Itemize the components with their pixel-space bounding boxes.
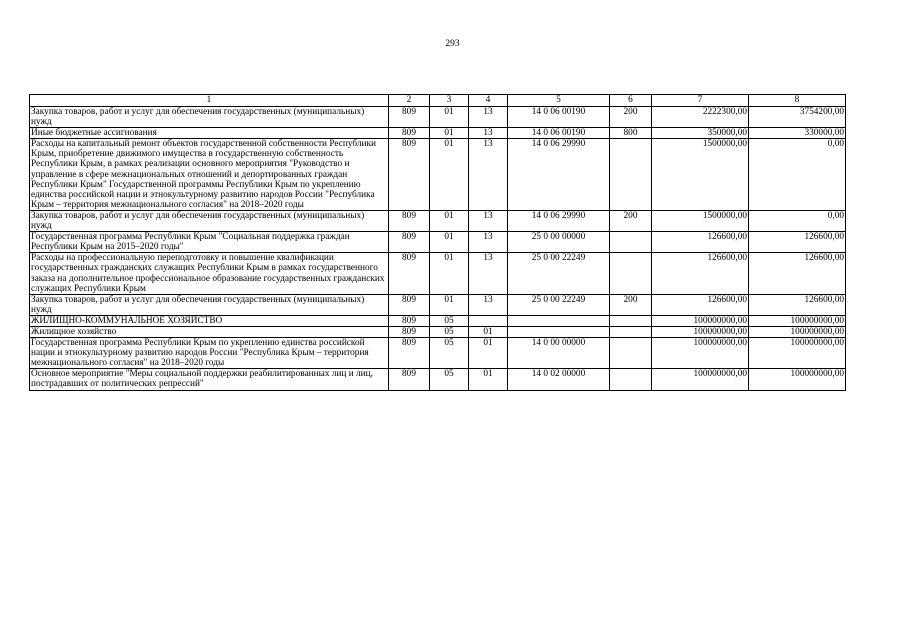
ministry-code: 809: [389, 315, 430, 326]
row-description: ЖИЛИЩНО-КОММУНАЛЬНОЕ ХОЗЯЙСТВО: [30, 315, 389, 326]
section-code: 01: [430, 253, 469, 294]
row-description: Расходы на капитальный ремонт объектов государственной собственности Республики Крым, приобретение движимого имущества в государственную собственность Республики Крым, в рамках реализации основного мероприятия "Руководство и управление в сфере межнациональных отношений и депортированных граждан Республики Крым" Государственной программы Республики Крым по укреплению единства российской нации и этнокультурному развитию народов России "Республика Крым – территория межнационального согласия" на 2018–2020 годы: [30, 139, 389, 211]
target-article-code: 14 0 02 00000: [508, 369, 610, 390]
section-code: 01: [430, 128, 469, 139]
amount-col7: 1500000,00: [652, 210, 749, 231]
expense-type-code: [610, 232, 652, 253]
expense-type-code: [610, 253, 652, 294]
amount-col8: 0,00: [749, 210, 846, 231]
table-row: [30, 369, 846, 390]
amount-col7: 100000000,00: [652, 315, 749, 326]
table-row: [30, 210, 846, 231]
column-header: 5: [508, 95, 610, 107]
table-row: [30, 139, 846, 211]
ministry-code: 809: [389, 326, 430, 337]
amount-col8: 100000000,00: [749, 369, 846, 390]
expense-type-code: [610, 315, 652, 326]
target-article-code: [508, 326, 610, 337]
table-row: [30, 253, 846, 294]
ministry-code: 809: [389, 107, 430, 128]
amount-col7: 100000000,00: [652, 369, 749, 390]
amount-col7: 126600,00: [652, 232, 749, 253]
amount-col7: 350000,00: [652, 128, 749, 139]
subsection-code: 13: [469, 107, 508, 128]
ministry-code: 809: [389, 232, 430, 253]
table-row: [30, 294, 846, 315]
section-code: 05: [430, 369, 469, 390]
subsection-code: 01: [469, 369, 508, 390]
target-article-code: 14 0 06 29990: [508, 139, 610, 211]
expense-type-code: 200: [610, 210, 652, 231]
column-header: 4: [469, 95, 508, 107]
column-header: 6: [610, 95, 652, 107]
target-article-code: 14 0 06 00190: [508, 128, 610, 139]
section-code: 01: [430, 139, 469, 211]
amount-col8: 330000,00: [749, 128, 846, 139]
row-description: Расходы на профессиональную переподготовку и повышение квалификации государственных гражданских служащих Республики Крым в рамках государственного заказа на дополнительное профессиональное образование государственных гражданских служащих Республики Крым: [30, 253, 389, 294]
expense-type-code: [610, 369, 652, 390]
expense-type-code: [610, 139, 652, 211]
expense-type-code: [610, 338, 652, 369]
ministry-code: 809: [389, 128, 430, 139]
subsection-code: 13: [469, 253, 508, 294]
subsection-code: 13: [469, 232, 508, 253]
column-header: 2: [389, 95, 430, 107]
column-header: 1: [30, 95, 389, 107]
amount-col8: 0,00: [749, 139, 846, 211]
column-header: 8: [749, 95, 846, 107]
subsection-code: 13: [469, 128, 508, 139]
subsection-code: 01: [469, 338, 508, 369]
amount-col8: 126600,00: [749, 253, 846, 294]
column-header: 7: [652, 95, 749, 107]
section-code: 01: [430, 107, 469, 128]
amount-col7: 100000000,00: [652, 326, 749, 337]
header-row: [30, 95, 846, 107]
table-row: [30, 315, 846, 326]
target-article-code: 25 0 00 00000: [508, 232, 610, 253]
row-description: Иные бюджетные ассигнования: [30, 128, 389, 139]
row-description: Основное мероприятие "Меры социальной поддержки реабилитированных лиц и лиц, пострадавших от политических репрессий": [30, 369, 389, 390]
ministry-code: 809: [389, 253, 430, 294]
section-code: 01: [430, 232, 469, 253]
subsection-code: 13: [469, 210, 508, 231]
expense-type-code: 800: [610, 128, 652, 139]
subsection-code: 13: [469, 139, 508, 211]
table-row: [30, 128, 846, 139]
target-article-code: 14 0 06 29990: [508, 210, 610, 231]
amount-col8: 126600,00: [749, 232, 846, 253]
expense-type-code: 200: [610, 107, 652, 128]
amount-col7: 100000000,00: [652, 338, 749, 369]
target-article-code: 14 0 00 00000: [508, 338, 610, 369]
expense-type-code: 200: [610, 294, 652, 315]
amount-col8: 3754200,00: [749, 107, 846, 128]
amount-col8: 100000000,00: [749, 315, 846, 326]
row-description: Закупка товаров, работ и услуг для обеспечения государственных (муниципальных) нужд: [30, 107, 389, 128]
section-code: 05: [430, 315, 469, 326]
expense-type-code: [610, 326, 652, 337]
row-description: Жилищное хозяйство: [30, 326, 389, 337]
ministry-code: 809: [389, 210, 430, 231]
ministry-code: 809: [389, 369, 430, 390]
target-article-code: [508, 315, 610, 326]
ministry-code: 809: [389, 294, 430, 315]
target-article-code: 14 0 06 00190: [508, 107, 610, 128]
amount-col8: 126600,00: [749, 294, 846, 315]
table-row: [30, 232, 846, 253]
target-article-code: 25 0 00 22249: [508, 294, 610, 315]
row-description: Государственная программа Республики Крым "Социальная поддержка граждан Республики Крым на 2015–2020 годы": [30, 232, 389, 253]
row-description: Закупка товаров, работ и услуг для обеспечения государственных (муниципальных) нужд: [30, 294, 389, 315]
amount-col7: 2222300,00: [652, 107, 749, 128]
table-row: [30, 326, 846, 337]
section-code: 05: [430, 338, 469, 369]
row-description: Закупка товаров, работ и услуг для обеспечения государственных (муниципальных) нужд: [30, 210, 389, 231]
amount-col8: 100000000,00: [749, 338, 846, 369]
column-header: 3: [430, 95, 469, 107]
row-description: Государственная программа Республики Крым по укреплению единства российской нации и этнокультурному развитию народов России "Республика Крым – территория межнационального согласия" на 2018–2020 годы: [30, 338, 389, 369]
table-row: [30, 338, 846, 369]
page-number: 293: [445, 39, 460, 49]
amount-col8: 100000000,00: [749, 326, 846, 337]
table-row: [30, 107, 846, 128]
subsection-code: 13: [469, 294, 508, 315]
section-code: 05: [430, 326, 469, 337]
subsection-code: [469, 315, 508, 326]
subsection-code: 01: [469, 326, 508, 337]
section-code: 01: [430, 210, 469, 231]
amount-col7: 1500000,00: [652, 139, 749, 211]
section-code: 01: [430, 294, 469, 315]
ministry-code: 809: [389, 139, 430, 211]
amount-col7: 126600,00: [652, 294, 749, 315]
target-article-code: 25 0 00 22249: [508, 253, 610, 294]
amount-col7: 126600,00: [652, 253, 749, 294]
budget-table: [29, 94, 846, 391]
ministry-code: 809: [389, 338, 430, 369]
